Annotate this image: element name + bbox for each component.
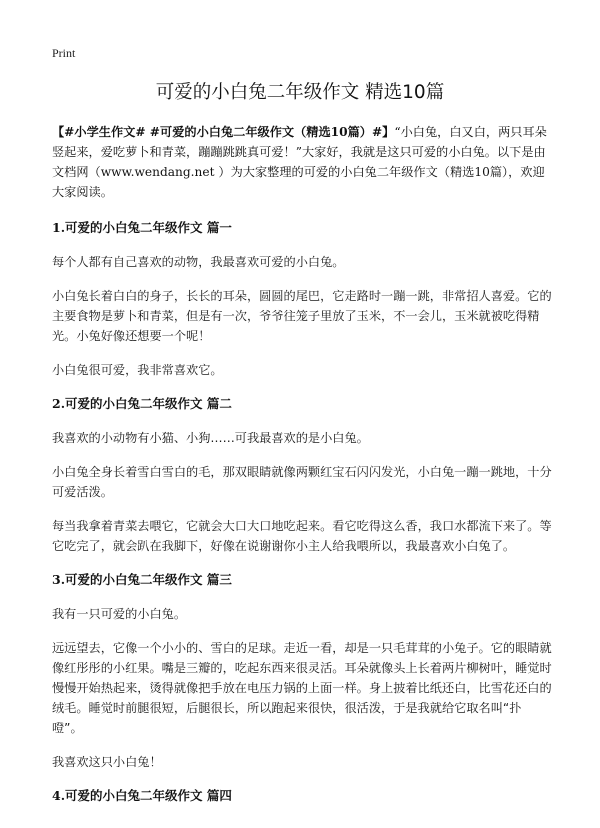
section-2-paragraph-2: 小白兔全身长着雪白雪白的毛，那双眼睛就像两颗红宝石闪闪发光，小白兔一蹦一跳地，十分可爱活泼。 [52, 465, 552, 499]
section-2-paragraph-3: 每当我拿着青菜去喂它，它就会大口大口地吃起来。看它吃得这么香，我口水都流下来了。等它吃完了，就会趴在我脚下，好像在说谢谢你小主人给我喂所以，我最喜欢小白兔了。 [52, 519, 552, 553]
intro-paragraph [52, 122, 552, 202]
section-1-paragraph-1: 每个人都有自己喜欢的动物，我最喜欢可爱的小白兔。 [52, 255, 345, 269]
section-heading-2: 2.可爱的小白兔二年级作文 篇二 [52, 396, 232, 411]
intro-bold-tags: 【#小学生作文# #可爱的小白兔二年级作文（精选10篇）#】 [52, 125, 395, 139]
document-title: 可爱的小白兔二年级作文 精选10篇 [155, 82, 445, 103]
section-3-paragraph-2: 远远望去，它像一个小小的、雪白的足球。走近一看，却是一只毛茸茸的小兔子。它的眼睛就像红彤彤的小红果。嘴是三瓣的，吃起东西来很灵活。耳朵就像头上长着两片柳树叶，睡觉时慢慢开始热起来，烫得就像把手放在电压力锅的上面一样。身上披着比纸还白，比雪花还白的绒毛。睡觉时前腿很短，后腿很长，所以跑起来很快，很活泼，于是我就给它取名叫“扑噔”。 [52, 641, 552, 735]
section-1-paragraph-3: 小白兔很可爱，我非常喜欢它。 [52, 363, 223, 377]
section-3-paragraph-3: 我喜欢这只小白兔！ [52, 755, 162, 769]
section-heading-4: 4.可爱的小白兔二年级作文 篇四 [52, 788, 232, 803]
document-body [52, 122, 552, 820]
section-heading-1: 1.可爱的小白兔二年级作文 篇一 [52, 220, 232, 235]
section-heading-3: 3.可爱的小白兔二年级作文 篇三 [52, 572, 232, 587]
section-3-paragraph-1: 我有一只可爱的小白兔。 [52, 607, 187, 621]
section-1-paragraph-2: 小白兔长着白白的身子，长长的耳朵，圆圆的尾巴，它走路时一蹦一跳，非常招人喜爱。它的主要食物是萝卜和青菜，但是有一次，爷爷往笼子里放了玉米，不一会儿，玉米就被吃得精光。小兔好像还想要一个呢！ [52, 289, 552, 343]
intro-text: “小白兔，白又白，两只耳朵竖起来，爱吃萝卜和青菜，蹦蹦跳跳真可爱！”大家好，我就是这只可爱的小白兔。以下是由文档网（www.wendang.net ）为大家整理的可爱的小白兔二年级作文（精选10篇），欢迎大家阅读。 [52, 125, 547, 199]
print-label: Print [52, 46, 76, 60]
section-2-paragraph-1: 我喜欢的小动物有小猫、小狗……可我最喜欢的是小白兔。 [52, 431, 369, 445]
